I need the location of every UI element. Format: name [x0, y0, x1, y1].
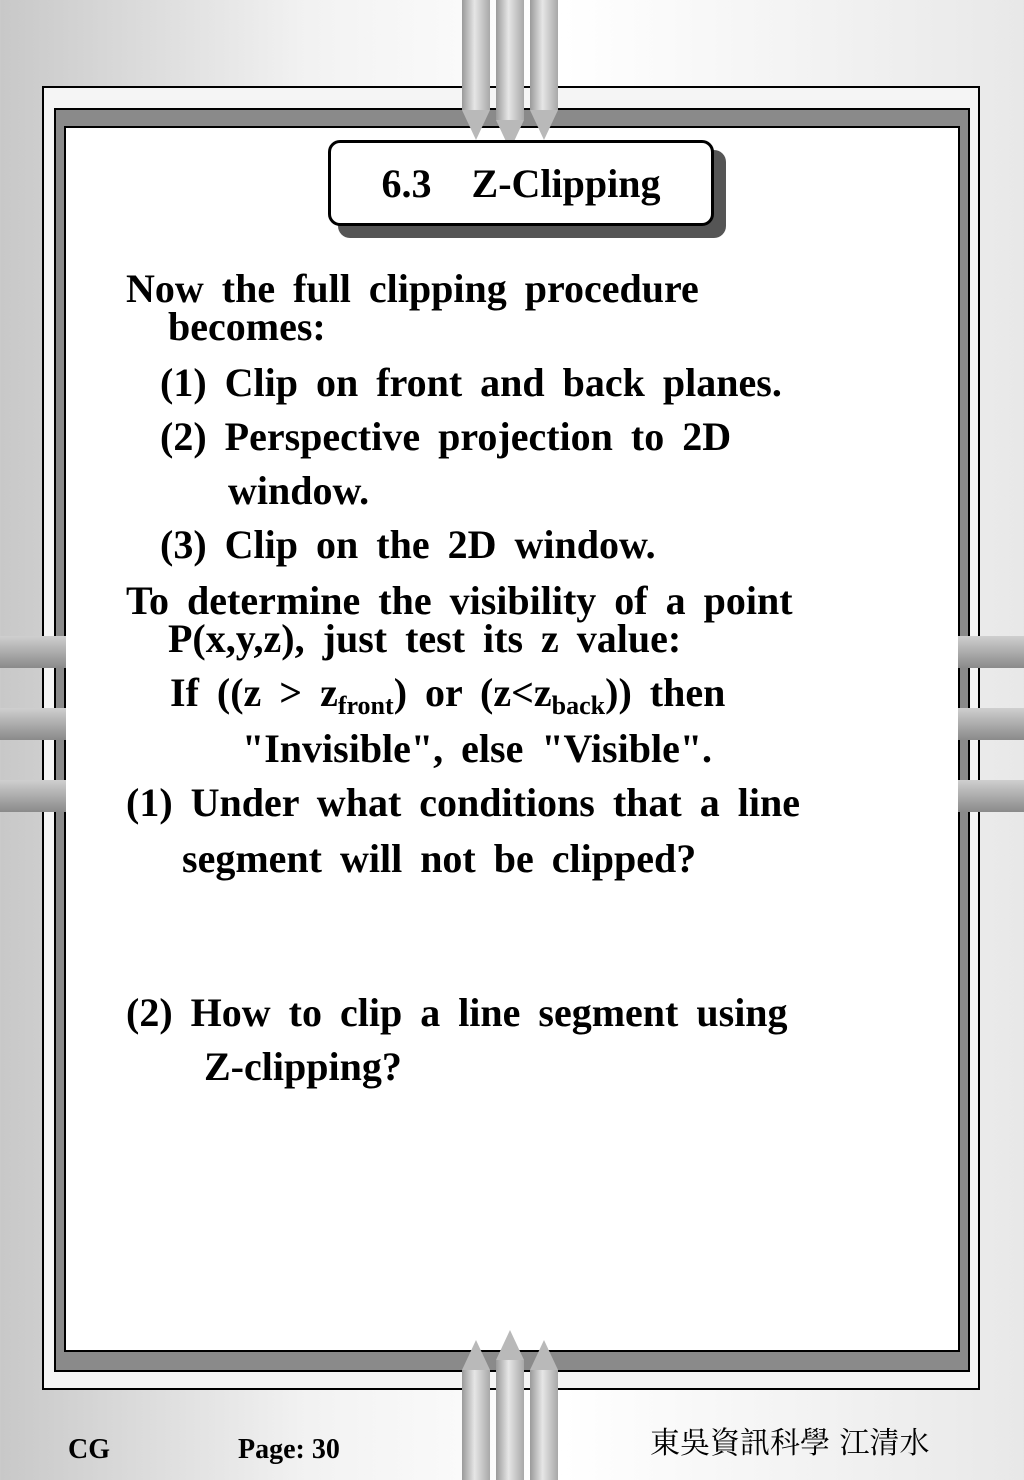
- condition-or: ) or (z<z: [393, 670, 552, 715]
- decor-bar: [530, 1370, 558, 1480]
- decor-bar: [496, 0, 524, 120]
- question-1-line-2: segment will not be clipped?: [182, 836, 697, 881]
- step-2-continued: window.: [228, 468, 370, 513]
- decor-side-tab: [0, 636, 66, 668]
- question-2-line-1: (2) How to clip a line segment using: [126, 990, 788, 1035]
- decor-side-tab: [958, 708, 1024, 740]
- footer-course: CG: [68, 1434, 110, 1465]
- decor-side-tab: [0, 708, 66, 740]
- condition-if: If ((z > z: [170, 670, 338, 715]
- decor-spike: [496, 1330, 524, 1360]
- decor-side-tab: [958, 780, 1024, 812]
- subscript-front: front: [337, 691, 394, 720]
- decor-bar: [530, 0, 558, 110]
- footer-author: 東吳資訊科學 江清水: [650, 1426, 930, 1461]
- step-3: (3) Clip on the 2D window.: [160, 522, 656, 567]
- condition-then: )) then: [605, 670, 726, 715]
- step-2: (2) Perspective projection to 2D: [160, 414, 732, 459]
- condition-line: [170, 670, 726, 720]
- question-2-line-2: Z-clipping?: [204, 1044, 402, 1089]
- intro-line-1: Now the full clipping procedure: [126, 266, 699, 311]
- condition-result: "Invisible", else "Visible".: [242, 726, 713, 771]
- decor-spike: [462, 1340, 490, 1370]
- decor-bar: [496, 1360, 524, 1480]
- decor-side-tab: [0, 780, 66, 812]
- decor-bar: [462, 0, 490, 110]
- intro-line-2: becomes:: [168, 304, 326, 349]
- decor-spike: [462, 110, 490, 140]
- step-1: (1) Clip on front and back planes.: [160, 360, 782, 405]
- decor-spike: [530, 1340, 558, 1370]
- footer-page-number: Page: 30: [238, 1434, 340, 1465]
- slide-title: 6.3 Z-Clipping: [328, 140, 714, 226]
- visibility-line-1: To determine the visibility of a point: [126, 578, 793, 623]
- decor-spike: [530, 110, 558, 140]
- visibility-line-2: P(x,y,z), just test its z value:: [168, 616, 682, 661]
- decor-bar: [462, 1370, 490, 1480]
- decor-side-tab: [958, 636, 1024, 668]
- subscript-back: back: [551, 691, 606, 720]
- question-1-line-1: (1) Under what conditions that a line: [126, 780, 800, 825]
